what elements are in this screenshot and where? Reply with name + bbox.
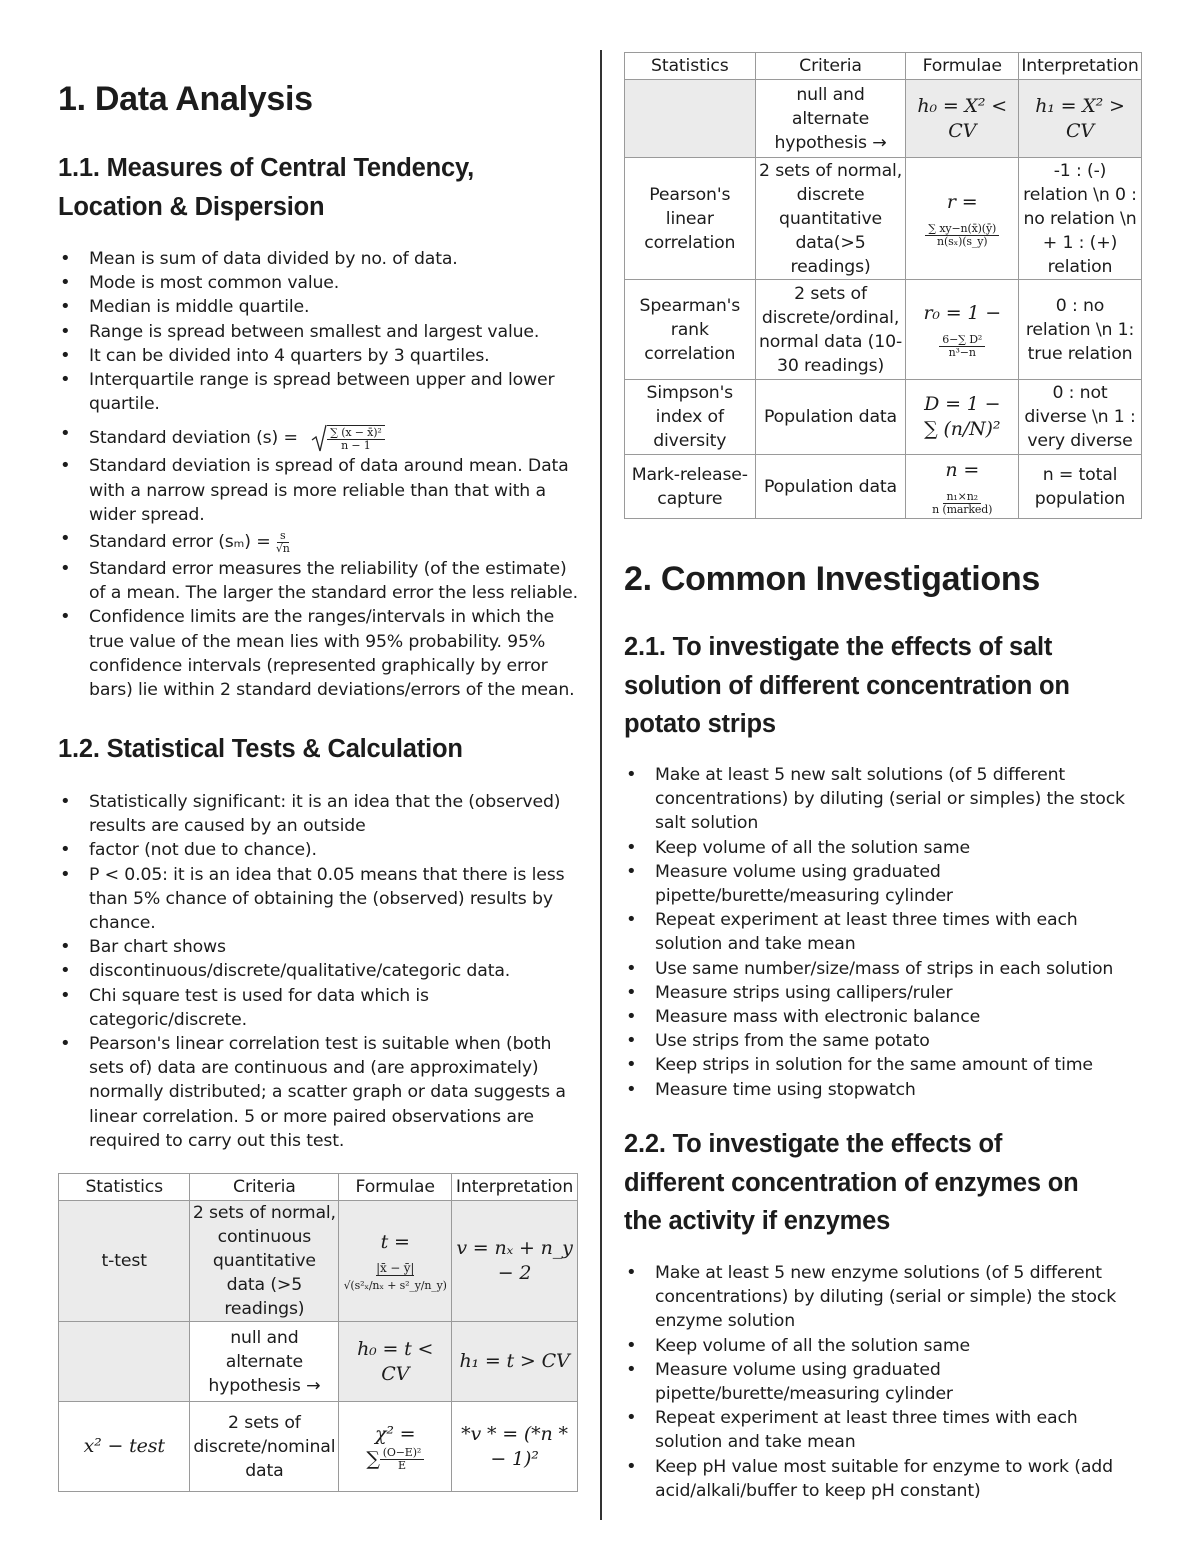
table-cell: v = nₓ + n_y − 2 xyxy=(452,1201,578,1322)
list-item: • Standard error measures the reliability (of the estimate) of a mean. The larger the standard error the less reliable. xyxy=(58,557,580,605)
table-cell: Population data xyxy=(755,380,906,455)
table-row xyxy=(625,455,1142,519)
section-2-title: 2. Common Investigations xyxy=(624,560,1040,598)
table-cell: null and alternate hypothesis → xyxy=(755,80,906,158)
list-item: • Chi square test is used for data which is categoric/discrete. xyxy=(58,984,580,1032)
table-header: Criteria xyxy=(755,53,906,80)
list-item: • Standard deviation is spread of data around mean. Data with a narrow spread is more reliable than that with a wider spread. xyxy=(58,454,580,527)
list-item: • Keep volume of all the solution same xyxy=(624,836,1144,860)
std-deviation-formula xyxy=(311,423,384,453)
section-2-1-title-line3: potato strips xyxy=(624,710,776,738)
section-1-2-title: 1.2. Statistical Tests & Calculation xyxy=(58,735,463,763)
list-item: • Interquartile range is spread between upper and lower quartile. xyxy=(58,368,580,416)
list-item: • Mode is most common value. xyxy=(58,271,580,295)
statistics-table-2 xyxy=(624,52,1142,519)
table-cell: Pearson's linear correlation xyxy=(625,158,756,280)
ttest-formula-den: √(s²ₓ/nₓ + s²_y/n_y) xyxy=(343,1278,447,1292)
list-item: • Make at least 5 new salt solutions (of 5 different concentrations) by diluting (serial or simples) the stock salt solution xyxy=(624,763,1144,836)
table-row xyxy=(625,80,1142,158)
table-header: Criteria xyxy=(190,1174,339,1201)
list-item: • Make at least 5 new enzyme solutions (of 5 different concentrations) by diluting (serial or simple) the stock enzyme solution xyxy=(624,1261,1144,1334)
list-item: • Keep strips in solution for the same amount of time xyxy=(624,1053,1144,1077)
table-cell: h₁ = t > CV xyxy=(452,1322,578,1402)
table-header: Formulae xyxy=(906,53,1019,80)
table-header: Statistics xyxy=(625,53,756,80)
spearman-formula-den: n³−n xyxy=(948,345,976,359)
section-2-2-title-line1: 2.2. To investigate the effects of xyxy=(624,1130,1003,1158)
chi-formula-num: (O−E)² xyxy=(380,1447,424,1460)
list-item: • Bar chart shows xyxy=(58,935,580,959)
table-cell xyxy=(625,80,756,158)
table-cell: h₁ = X² > CV xyxy=(1019,80,1142,158)
table-cell: n = total population xyxy=(1019,455,1142,519)
table-cell-formula xyxy=(906,280,1019,380)
mrc-formula-lhs: n = xyxy=(945,458,980,481)
table-header: Statistics xyxy=(59,1174,190,1201)
list-item: • Keep volume of all the solution same xyxy=(624,1334,1144,1358)
section-1-1-title-line1: 1.1. Measures of Central Tendency, xyxy=(58,154,474,182)
spearman-formula-lhs: r₀ = 1 − xyxy=(923,301,1001,324)
list-item: • Measure volume using graduated pipette/burette/measuring cylinder xyxy=(624,1358,1144,1406)
list-item: • Repeat experiment at least three times with each solution and take mean xyxy=(624,908,1144,956)
column-divider xyxy=(600,50,602,1520)
ttest-formula-lhs: t = xyxy=(380,1230,410,1253)
section-1-2-list xyxy=(58,790,580,1153)
table-cell: 2 sets of normal, discrete quantitative data(>5 readings) xyxy=(755,158,906,280)
pearson-formula-lhs: r = xyxy=(946,190,978,213)
table-cell: *v * = (*n * − 1)² xyxy=(452,1402,578,1492)
table-cell: 2 sets of normal, continuous quantitative data (>5 readings) xyxy=(190,1201,339,1322)
table-row xyxy=(625,158,1142,280)
table-row xyxy=(59,1322,578,1402)
table-cell: 2 sets of discrete/nominal data xyxy=(190,1402,339,1492)
ttest-formula-num: |x̄ − ȳ| xyxy=(376,1260,415,1275)
section-2-1-title-line2: solution of different concentration on xyxy=(624,671,1070,700)
list-item: • Confidence limits are the ranges/intervals in which the true value of the mean lies with 95% probability. 95% confidence intervals (represented graphically by error bars) lie within 2 standard deviations/errors of the mean. xyxy=(58,605,580,702)
table-header: Formulae xyxy=(339,1174,452,1201)
list-item: • Median is middle quartile. xyxy=(58,295,580,319)
table-cell: Spearman's rank correlation xyxy=(625,280,756,380)
section-2-2-title-line2: different concentration of enzymes on xyxy=(624,1168,1079,1197)
table-cell: 0 : not diverse \n 1 : very diverse xyxy=(1019,380,1142,455)
section-2-2-list xyxy=(624,1261,1144,1503)
table-cell-formula xyxy=(906,158,1019,280)
std-error-formula xyxy=(276,530,290,555)
section-1-1-title-line2: Location & Dispersion xyxy=(58,192,325,221)
pearson-formula-den: n(sₓ)(s_y) xyxy=(937,234,988,248)
std-deviation-label: • Standard deviation (s) = xyxy=(89,428,304,449)
table-cell: h₀ = X² < CV xyxy=(906,80,1019,158)
list-item-std-error xyxy=(58,527,580,557)
section-2-2-title-line3: the activity if enzymes xyxy=(624,1207,891,1235)
table-cell-formula xyxy=(906,380,1019,455)
table-cell: Simpson's index of diversity xyxy=(625,380,756,455)
list-item: • Measure mass with electronic balance xyxy=(624,1005,1144,1029)
table-cell xyxy=(59,1322,190,1402)
list-item: • Mean is sum of data divided by no. of data. xyxy=(58,247,580,271)
list-item: • It can be divided into 4 quarters by 3 quartiles. xyxy=(58,344,580,368)
list-item: • Use same number/size/mass of strips in each solution xyxy=(624,957,1144,981)
simpson-formula-lhs: D = 1 − xyxy=(924,393,1001,415)
table-cell-formula: χ² = ∑ $\frac{\text{(O−E)²}}{E}$ xyxy=(339,1402,452,1492)
list-item: • factor (not due to chance). xyxy=(58,838,580,862)
section-2-1-title-line1: 2.1. To investigate the effects of salt xyxy=(624,633,1053,661)
table-header: Interpretation xyxy=(1019,53,1142,80)
table-header: Interpretation xyxy=(452,1174,578,1201)
chi-formula-den: E xyxy=(397,1458,406,1472)
std-deviation-denominator: n − 1 xyxy=(341,438,371,452)
table-row xyxy=(625,380,1142,455)
list-item: • P < 0.05: it is an idea that 0.05 means that there is less than 5% chance of obtaining the (observed) results by chance. xyxy=(58,863,580,936)
section-2-1-list xyxy=(624,763,1144,1102)
mrc-formula-den: n (marked) xyxy=(932,502,993,516)
simpson-formula-rhs: ∑ (n/N)² xyxy=(924,418,1001,440)
list-item-std-deviation xyxy=(58,422,580,454)
table-cell: x² − test xyxy=(59,1402,190,1492)
list-item: • Measure strips using callipers/ruler xyxy=(624,981,1144,1005)
table-row xyxy=(59,1402,578,1492)
page-title: 1. Data Analysis xyxy=(58,80,313,118)
table-cell: h₀ = t < CV xyxy=(339,1322,452,1402)
std-deviation-numerator: ∑ (x − x̄)² xyxy=(327,427,384,440)
table-cell-formula xyxy=(906,455,1019,519)
section-2-1-title xyxy=(624,628,1070,744)
sqrt-icon xyxy=(311,423,327,453)
table-cell-formula xyxy=(339,1201,452,1322)
section-1-1-title xyxy=(58,149,474,226)
mrc-formula-num: n₁×n₂ xyxy=(943,491,980,504)
table-cell: Mark-release-capture xyxy=(625,455,756,519)
list-item: • Range is spread between smallest and largest value. xyxy=(58,320,580,344)
list-item: • Repeat experiment at least three times with each solution and take mean xyxy=(624,1406,1144,1454)
table-cell: null and alternate hypothesis → xyxy=(190,1322,339,1402)
list-item: • Measure volume using graduated pipette/burette/measuring cylinder xyxy=(624,860,1144,908)
section-2-2-title xyxy=(624,1125,1079,1241)
list-item: • Keep pH value most suitable for enzyme to work (add acid/alkali/buffer to keep pH constant) xyxy=(624,1455,1144,1503)
table-row xyxy=(625,280,1142,380)
std-error-numerator: s xyxy=(277,530,289,543)
table-cell: 2 sets of discrete/ordinal, normal data (10-30 readings) xyxy=(755,280,906,380)
table-cell: t-test xyxy=(59,1201,190,1322)
list-item: • Pearson's linear correlation test is suitable when (both sets of) data are continuous and (are approximately) normally distributed; a scatter graph or data suggests a linear correlation. 5 or more paired observations are required to carry out this test. xyxy=(58,1032,580,1153)
list-item: • Use strips from the same potato xyxy=(624,1029,1144,1053)
table-cell: Population data xyxy=(755,455,906,519)
list-item: • Statistically significant: it is an idea that the (observed) results are caused by an outside xyxy=(58,790,580,838)
list-item: • discontinuous/discrete/qualitative/categoric data. xyxy=(58,959,580,983)
statistics-table-1 xyxy=(58,1173,578,1492)
spearman-formula-num: 6−∑ D² xyxy=(939,334,985,347)
table-row xyxy=(59,1201,578,1322)
std-error-label: • Standard error (sₘ) = xyxy=(89,531,276,552)
table-cell: -1 : (-) relation \n 0 : no relation \n + 1 : (+) relation xyxy=(1019,158,1142,280)
chi-formula-lhs: χ² = xyxy=(374,1422,416,1445)
table-cell: 0 : no relation \n 1: true relation xyxy=(1019,280,1142,380)
std-error-denominator: √n xyxy=(275,541,290,555)
pearson-formula-num: ∑ xy−n(x̄)(ȳ) xyxy=(925,223,999,236)
list-item: • Measure time using stopwatch xyxy=(624,1078,1144,1102)
section-1-1-list xyxy=(58,247,580,702)
